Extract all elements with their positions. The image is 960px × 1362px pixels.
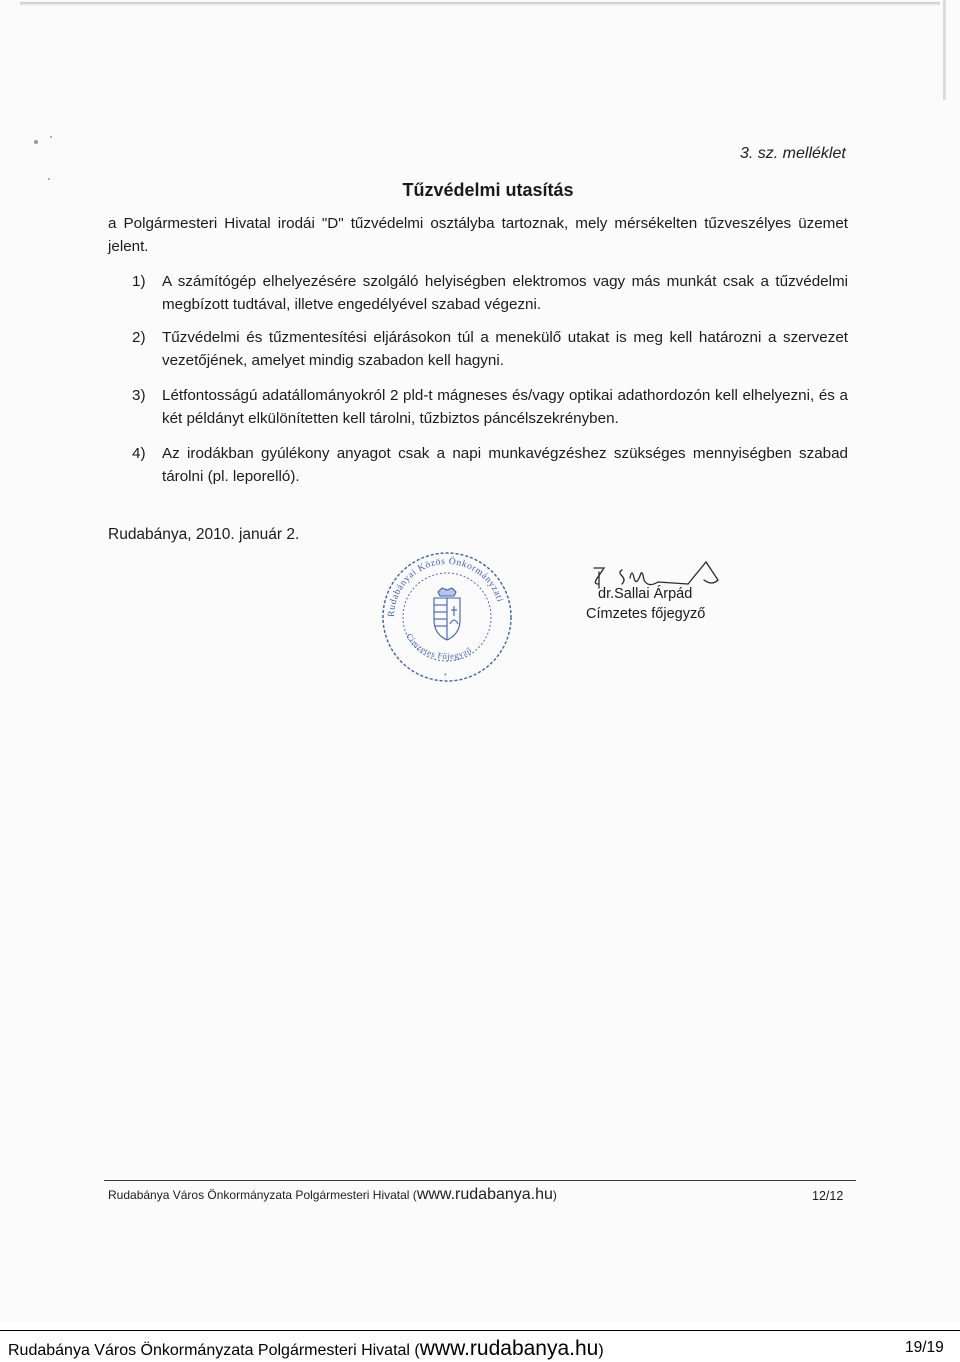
outer-footer-divider [0,1330,960,1331]
outer-footer-url[interactable]: www.rudabanya.hu [419,1337,599,1360]
svg-text:*: * [444,673,447,680]
signer-title: Címzetes főjegyző [586,606,706,622]
outer-footer [8,1337,604,1361]
inner-footer-url[interactable]: www.rudabanya.hu [416,1186,553,1203]
inner-footer-close: ) [552,1188,557,1202]
scan-speck [34,140,38,144]
rule-text: A számítógép elhelyezésére szolgáló helyiségben elektromos vagy más munkát csak a tűzvédelmi megbízott tudtával, illetve engedélyével szabad végezni. [162,273,848,313]
inner-footer-divider [104,1180,856,1181]
place-and-date: Rudabánya, 2010. január 2. [108,526,300,543]
inner-page-number: 12/12 [812,1189,844,1203]
inner-footer [108,1186,557,1204]
scan-edge-shadow [20,2,940,6]
outer-page-number: 19/19 [905,1339,944,1356]
outer-footer-close: ) [598,1342,604,1359]
svg-text:Rudabányai Közös Önkormányzati: Rudabányai Közös Önkormányzati [386,556,505,618]
scan-edge-right [943,0,946,100]
rule-number: 1) [132,273,146,290]
rule-item-3 [132,384,848,430]
scan-speck [50,136,52,138]
rule-item-4 [132,442,848,488]
rule-number: 4) [132,445,146,462]
rule-number: 3) [132,387,146,404]
rule-text: Létfontosságú adatállományokról 2 pld-t mágneses és/vagy optikai adathordozón kell elhelyezni, és a két példányt elkülönítetten kell tárolni, tűzbiztos páncélszekrényben. [162,387,848,427]
signer-name: dr.Sallai Árpád [598,586,693,602]
document-title: Tűzvédelmi utasítás [402,180,574,200]
intro-paragraph: a Polgármesteri Hivatal irodái "D" tűzvédelmi osztályba tartoznak, mely mérsékelten tűzveszélyes üzemet jelent. [108,215,848,255]
rule-text: Az irodákban gyúlékony anyagot csak a napi munkavégzéshez szükséges mennyiségben szabad tárolni (pl. leporelló). [162,445,848,485]
rule-text: Tűzvédelmi és tűzmentesítési eljárásokon túl a menekülő utakat is meg kell határozni a szervezet vezetőjének, amelyet mindig szabadon kell hagyni. [162,329,848,369]
svg-text:Címzetes Főjegyző: Címzetes Főjegyző [404,631,474,662]
annex-label: 3. sz. melléklet [740,145,846,162]
inner-footer-org: Rudabánya Város Önkormányzata Polgármesteri Hivatal ( [108,1188,417,1202]
official-stamp [380,550,514,684]
rule-item-1 [132,270,848,316]
rule-item-2 [132,326,848,372]
coat-of-arms-icon [434,588,460,640]
rule-number: 2) [132,329,146,346]
outer-footer-org: Rudabánya Város Önkormányzata Polgármesteri Hivatal ( [8,1342,420,1359]
